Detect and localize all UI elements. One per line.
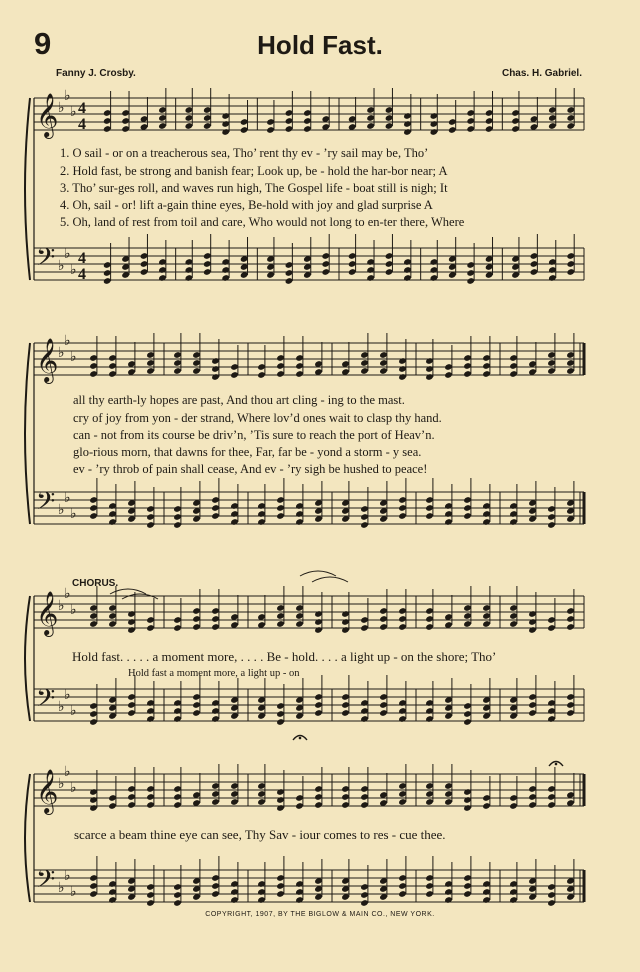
flat-symbol: ♭: [58, 502, 65, 518]
verse-1-line-a: 1. O sail - or on a treacherous sea, Tho’ rent thy ev - ’ry sail may be, Tho’: [60, 146, 429, 160]
flat-symbol: ♭: [70, 703, 77, 719]
flat-symbol: ♭: [58, 258, 65, 274]
flat-symbol: ♭: [58, 880, 65, 896]
treble-clef-symbol: 𝄞: [36, 769, 59, 813]
system-brace: [25, 98, 30, 280]
flat-symbol: ♭: [64, 764, 71, 780]
flat-symbol: ♭: [64, 868, 71, 884]
time-signature-top: 4: [78, 250, 86, 267]
flat-symbol: ♭: [58, 100, 65, 116]
chorus-lyric-line-1: Hold fast. . . . . a moment more, . . . . Be - hold. . . . a light up - on the shore; Tho’: [72, 649, 497, 664]
flat-symbol: ♭: [70, 780, 77, 796]
verse-5-line-b: ev - ’ry throb of pain shall cease, And ev - ’ry sigh be hushed to peace!: [73, 462, 428, 476]
chorus-bass-lyric: Hold fast a moment more, a light up - on: [128, 668, 300, 679]
verse-4-line-b: glo-rious morn, that dawns for thee, Far, far be - yond a storm - y sea.: [73, 445, 422, 459]
system-brace: [25, 774, 30, 902]
treble-clef-symbol: 𝄞: [36, 338, 59, 382]
time-signature-top: 4: [78, 100, 86, 117]
flat-symbol: ♭: [58, 776, 65, 792]
system-brace: [25, 343, 30, 524]
hymn-title: Hold Fast.: [257, 30, 383, 60]
flat-symbol: ♭: [70, 262, 77, 278]
chorus-label: CHORUS.: [72, 578, 119, 589]
flat-symbol: ♭: [64, 246, 71, 262]
flat-symbol: ♭: [64, 490, 71, 506]
fermata-dot: [299, 737, 302, 740]
hymn-number: 9: [34, 26, 52, 61]
bass-clef-symbol: 𝄢: [36, 243, 56, 278]
flat-symbol: ♭: [58, 345, 65, 361]
lyricist-credit: Fanny J. Crosby.: [56, 68, 136, 79]
verse-2-line-a: 2. Hold fast, be strong and banish fear; Look up, be - hold the har-bor near; A: [60, 164, 448, 178]
copyright-notice: COPYRIGHT, 1907, BY THE BIGLOW & MAIN CO., NEW YORK.: [205, 911, 435, 918]
verse-3-line-b: can - not from its course be driv’n, ’Tis sure to reach the port of Heav’n.: [73, 428, 435, 442]
bass-clef-symbol: 𝄢: [36, 865, 56, 900]
flat-symbol: ♭: [64, 586, 71, 602]
flat-symbol: ♭: [64, 687, 71, 703]
chorus-lyric-line-2: scarce a beam thine eye can see, Thy Sav - iour comes to res - cue thee.: [74, 827, 446, 842]
bass-clef-symbol: 𝄢: [36, 487, 56, 522]
treble-clef-symbol: 𝄞: [36, 93, 59, 137]
verse-2-line-b: cry of joy from yon - der strand, Where lov’d ones wait to clasp thy hand.: [73, 411, 442, 425]
verse-1-line-b: all thy earth-ly hopes are past, And thou art cling - ing to the mast.: [73, 393, 405, 407]
verse-5-line-a: 5. Oh, land of rest from toil and care, Who would not long to en-ter there, Where: [60, 215, 465, 229]
tie-slur: [300, 571, 336, 576]
flat-symbol: ♭: [70, 602, 77, 618]
treble-clef-symbol: 𝄞: [36, 591, 59, 635]
flat-symbol: ♭: [64, 88, 71, 104]
flat-symbol: ♭: [70, 104, 77, 120]
flat-symbol: ♭: [58, 699, 65, 715]
bass-clef-symbol: 𝄢: [36, 684, 56, 719]
flat-symbol: ♭: [70, 506, 77, 522]
verse-3-line-a: 3. Tho’ sur-ges roll, and waves run high, The Gospel life - boat still is nigh; It: [60, 181, 448, 195]
flat-symbol: ♭: [58, 598, 65, 614]
flat-symbol: ♭: [70, 349, 77, 365]
system-brace: [25, 596, 30, 721]
composer-credit: Chas. H. Gabriel.: [501, 68, 582, 79]
time-signature-bottom: 4: [78, 116, 86, 133]
flat-symbol: ♭: [70, 884, 77, 900]
flat-symbol: ♭: [64, 333, 71, 349]
fermata-dot: [555, 763, 558, 766]
tie-slur: [312, 577, 348, 582]
time-signature-bottom: 4: [78, 266, 86, 283]
verse-4-line-a: 4. Oh, sail - or! lift a-gain thine eyes, Be-hold with joy and glad surprise A: [60, 198, 433, 212]
